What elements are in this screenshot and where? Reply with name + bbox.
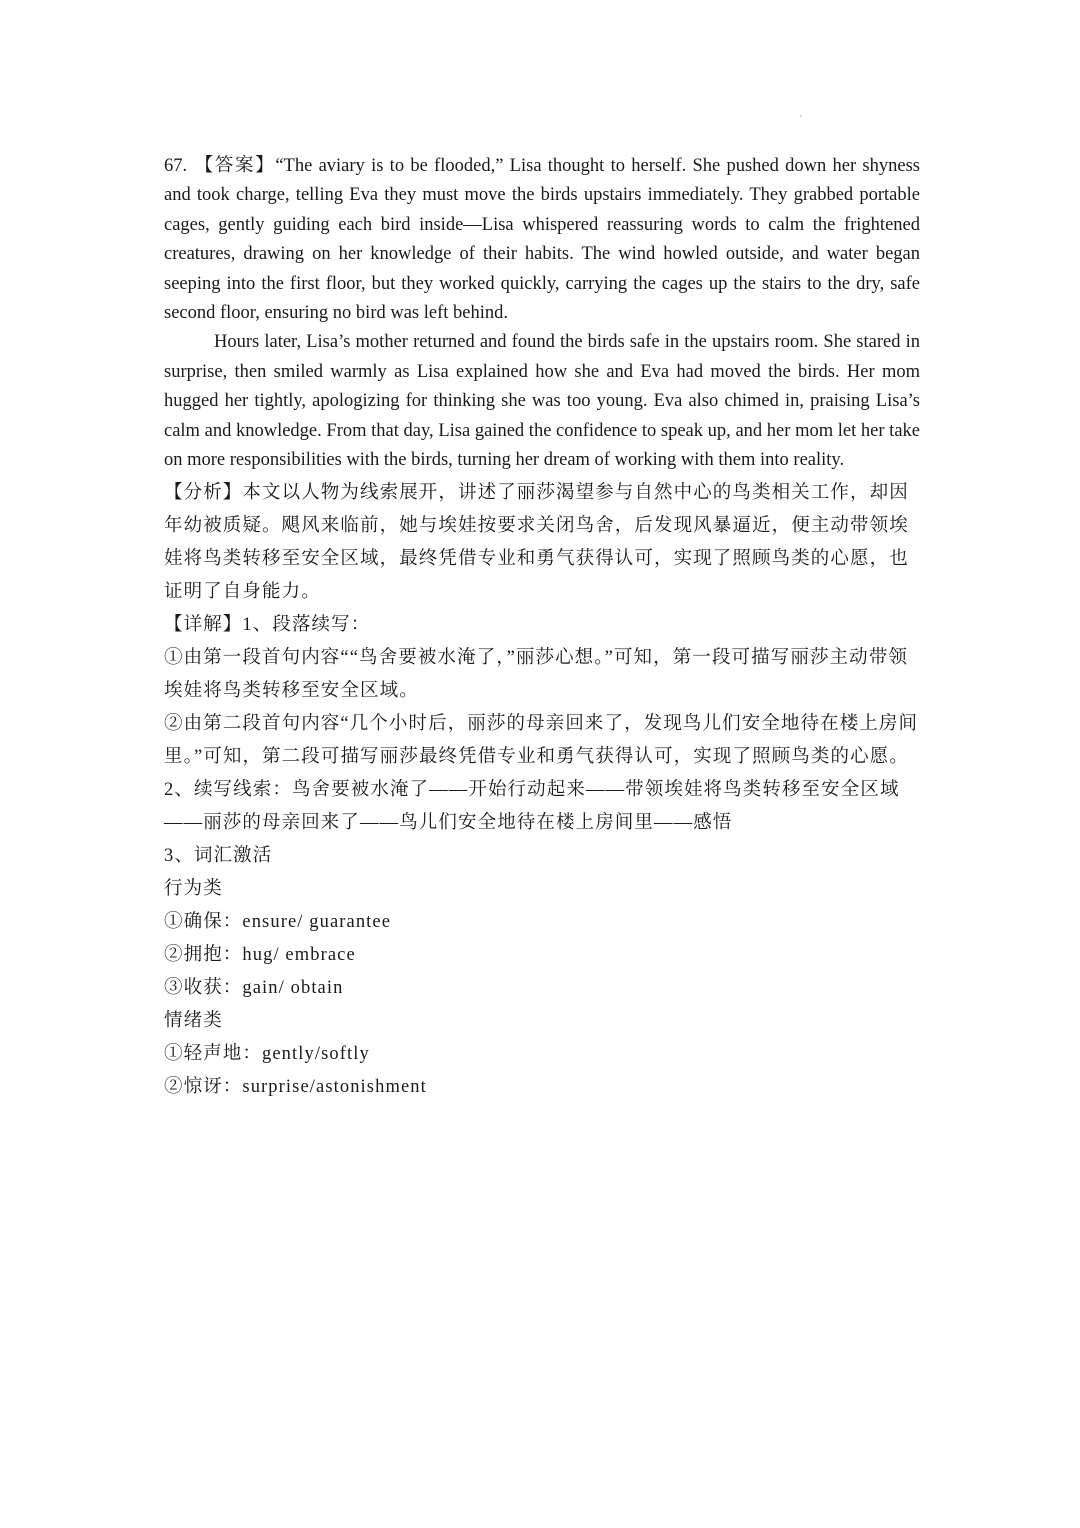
detail-point-1: ①由第一段首句内容““鸟舍要被水淹了，”丽莎心想。”可知，第一段可描写丽莎主动带领埃娃将鸟类转移至安全区域。: [164, 648, 908, 702]
answer-paragraph-1: [164, 152, 920, 328]
behavior-item: ②拥抱：hug/ embrace: [164, 945, 356, 966]
vocab-heading: 3、词汇激活: [164, 846, 273, 867]
emotion-heading: 情绪类: [164, 1011, 223, 1032]
answer-tag: 【答案】: [193, 156, 276, 176]
behavior-heading: 行为类: [164, 879, 223, 900]
detail-point-2: ②由第二段首句内容“几个小时后，丽莎的母亲回来了，发现鸟儿们安全地待在楼上房间里。”可知，第二段可描写丽莎最终凭借专业和勇气获得认可，实现了照顾鸟类的心愿。: [164, 714, 919, 768]
emotion-item: ①轻声地：gently/softly: [164, 1044, 370, 1065]
analysis-paragraph: 【分析】本文以人物为线索展开，讲述了丽莎渴望参与自然中心的鸟类相关工作，却因年幼被质疑。飓风来临前，她与埃娃按要求关闭鸟舍，后发现风暴逼近，便主动带领埃娃将鸟类转移至安全区域，最终凭借专业和勇气获得认可，实现了照顾鸟类的心愿，也证明了自身能力。: [164, 483, 909, 603]
writing-clues: 2、续写线索：鸟舍要被水淹了——开始行动起来——带领埃娃将鸟类转移至安全区域——丽莎的母亲回来了——鸟儿们安全地待在楼上房间里——感悟: [164, 780, 900, 834]
emotion-item: ②惊讶：surprise/astonishment: [164, 1077, 427, 1098]
answer-paragraph-2: Hours later, Lisa’s mother returned and found the birds safe in the upstairs room. She stared in surprise, then smiled warmly as Lisa explained how she and Eva had moved the birds. Her mom hugged her tightly, apologizing for thinking she was too young. Eva also chimed in, praising Lisa’s calm and knowledge. From that day, Lisa gained the confidence to speak up, and her mom let her take on more responsibilities with the birds, turning her dream of working with them into reality.: [164, 332, 920, 471]
details-heading: 【详解】1、段落续写：: [164, 615, 371, 636]
answer-text-1: “The aviary is to be flooded,” Lisa thought to herself. She pushed down her shyness and took charge, telling Eva they must move the birds upstairs immediately. They grabbed portable cages, gently guiding each bird inside—Lisa whispered reassuring words to calm the frightened creatures, drawing on her knowledge of their habits. The wind howled outside, and water began seeping into the first floor, but they worked quickly, carrying the cages up the stairs to the dry, safe second floor, ensuring no bird was left behind.: [164, 156, 920, 324]
scan-speck: [800, 115, 802, 117]
behavior-item: ③收获：gain/ obtain: [164, 978, 344, 999]
question-number: 67.: [164, 156, 188, 176]
document-content: [164, 152, 920, 1104]
behavior-item: ①确保：ensure/ guarantee: [164, 912, 392, 933]
